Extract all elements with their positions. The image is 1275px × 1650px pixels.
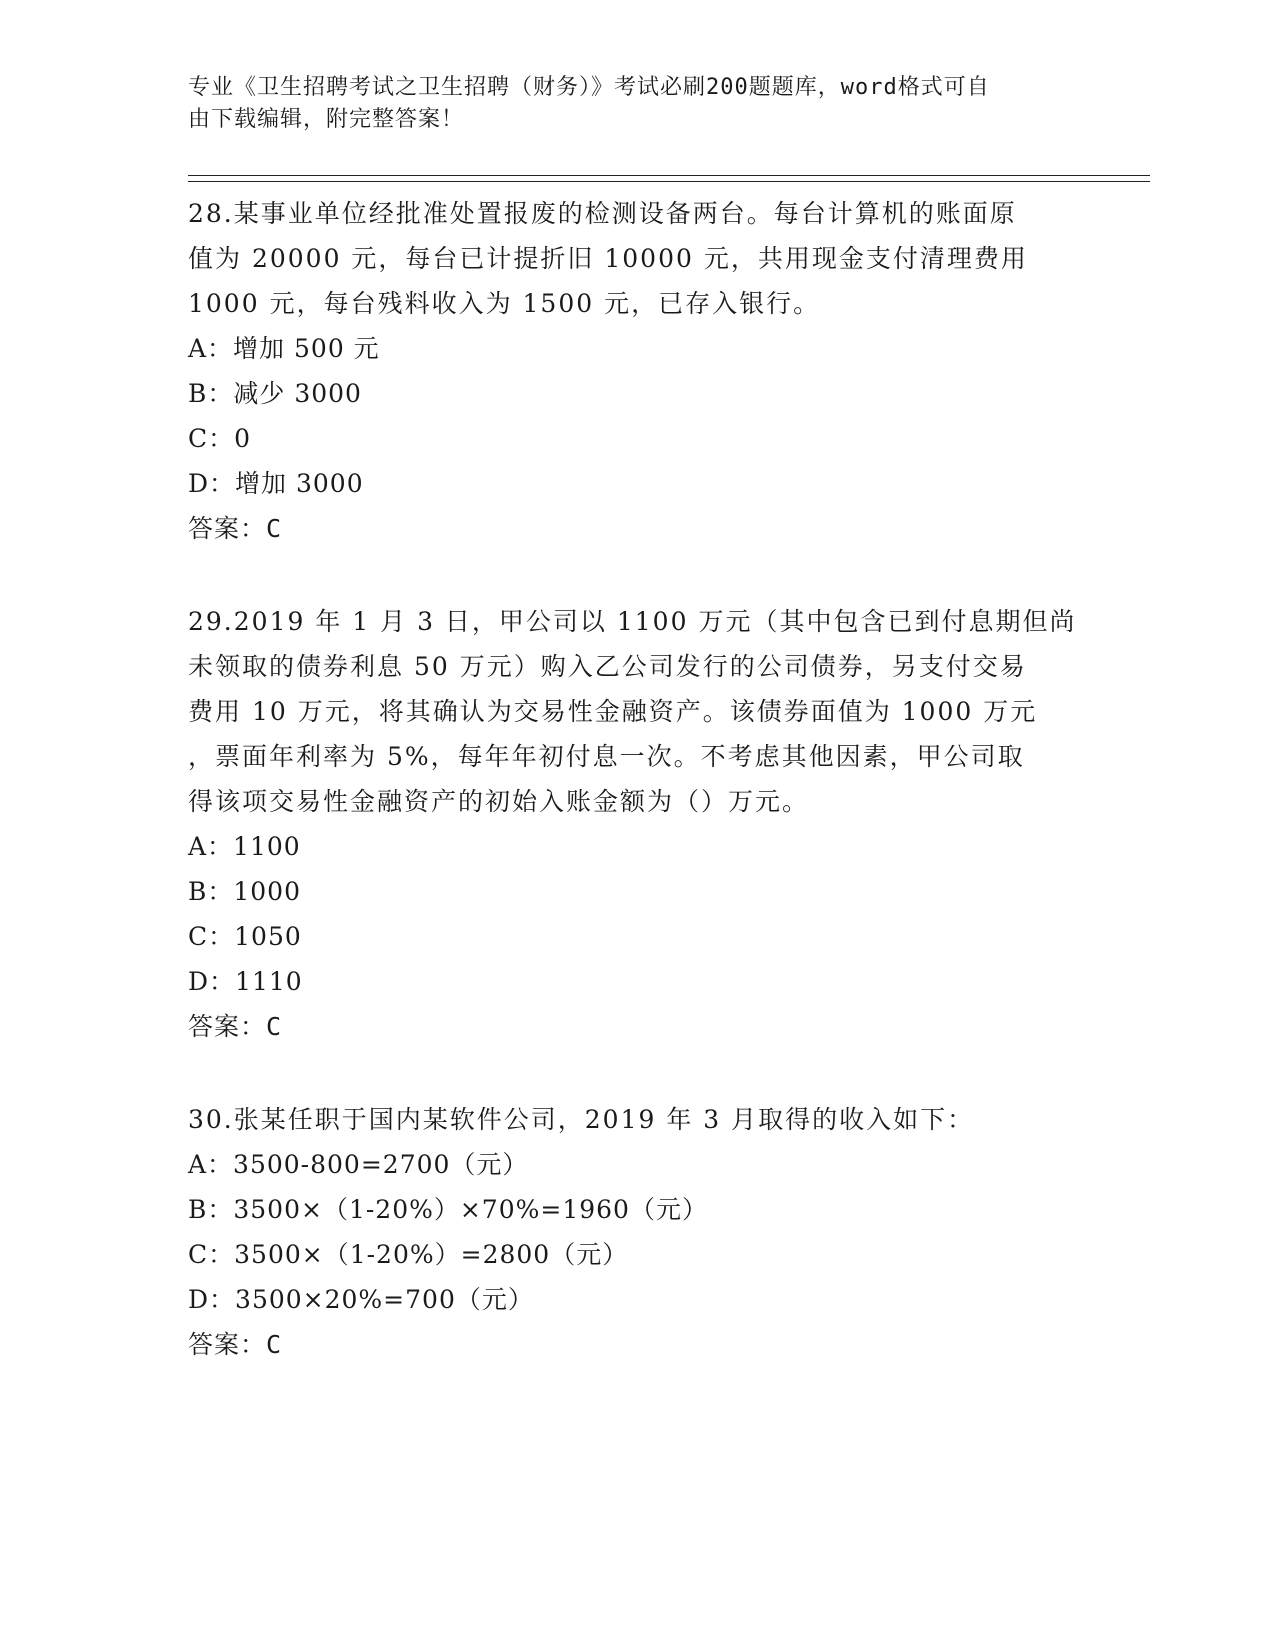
question-30 <box>188 1097 1088 1367</box>
header-rule-bottom <box>188 181 1150 182</box>
answer-label: 答案：C <box>188 1012 283 1041</box>
option-c: C：1050 <box>188 922 302 951</box>
question-text-line: 29.2019 年 1 月 3 日，甲公司以 1100 万元（其中包含已到付息期但尚 <box>188 607 1077 636</box>
option-d: D：3500×20%=700（元） <box>188 1285 534 1314</box>
header-rule-top <box>188 175 1150 176</box>
question-text-line: 28.某事业单位经批准处置报废的检测设备两台。每台计算机的账面原 <box>188 199 1017 228</box>
question-text-line: 得该项交易性金融资产的初始入账金额为（）万元。 <box>188 787 810 816</box>
header-line-1: 专业《卫生招聘考试之卫生招聘（财务）》考试必刷200题题库，word格式可自 <box>188 75 990 100</box>
question-text-line: 1000 元，每台残料收入为 1500 元，已存入银行。 <box>188 289 821 318</box>
question-list <box>188 191 1088 1415</box>
option-d: D：1110 <box>188 967 303 996</box>
option-a: A：3500-800=2700（元） <box>188 1150 529 1179</box>
option-b: B：1000 <box>188 877 301 906</box>
option-b: B：减少 3000 <box>188 379 362 408</box>
option-b: B：3500×（1-20%）×70%=1960（元） <box>188 1195 708 1224</box>
question-text-line: ，票面年利率为 5%，每年年初付息一次。不考虑其他因素，甲公司取 <box>188 742 1025 771</box>
question-text-line: 未领取的债券利息 50 万元）购入乙公司发行的公司债券，另支付交易 <box>188 652 1027 681</box>
option-c: C：0 <box>188 424 252 453</box>
question-text-line: 费用 10 万元，将其确认为交易性金融资产。该债券面值为 1000 万元 <box>188 697 1038 726</box>
option-a: A：1100 <box>188 832 301 861</box>
question-28 <box>188 191 1088 551</box>
question-text-line: 值为 20000 元，每台已计提折旧 10000 元，共用现金支付清理费用 <box>188 244 1028 273</box>
document-header <box>188 72 1088 136</box>
header-line-2: 由下载编辑，附完整答案！ <box>188 107 465 132</box>
option-a: A：增加 500 元 <box>188 334 380 363</box>
question-text-line: 30.张某任职于国内某软件公司，2019 年 3 月取得的收入如下： <box>188 1105 975 1134</box>
option-d: D：增加 3000 <box>188 469 364 498</box>
question-29 <box>188 599 1088 1049</box>
option-c: C：3500×（1-20%）=2800（元） <box>188 1240 629 1269</box>
answer-label: 答案：C <box>188 514 283 543</box>
answer-label: 答案：C <box>188 1330 283 1359</box>
